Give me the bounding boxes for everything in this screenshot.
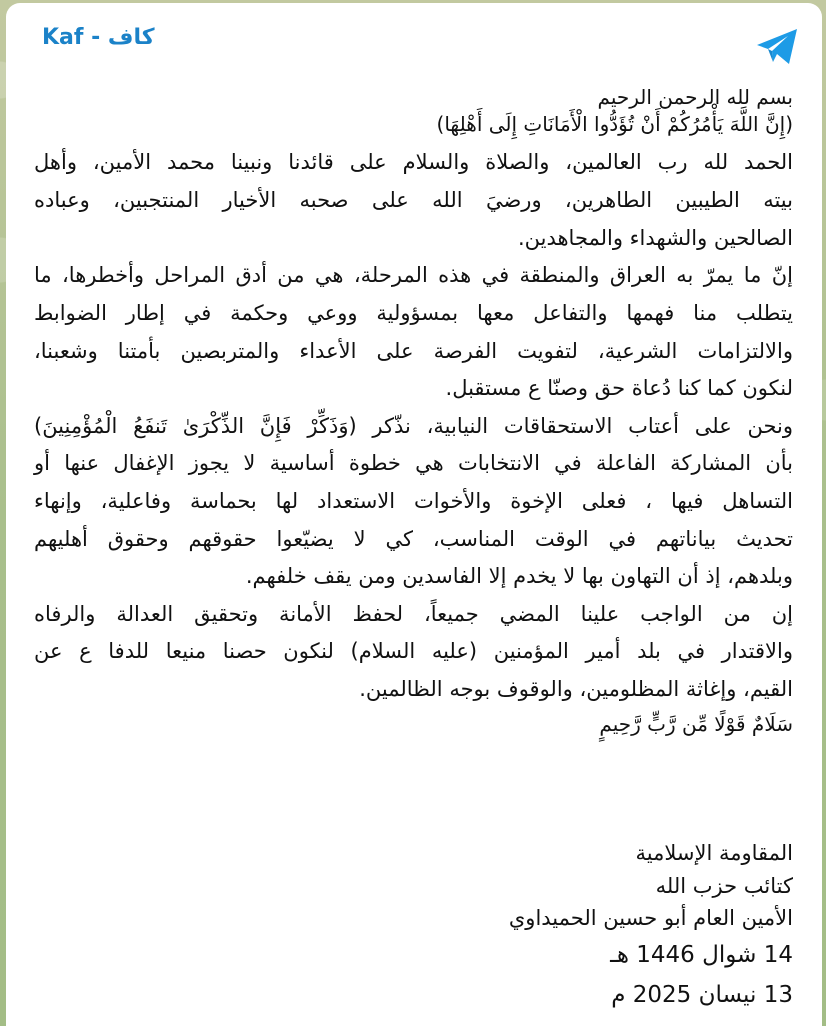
- channel-title[interactable]: Kaf - كاف: [42, 25, 155, 50]
- message-line: بيته الطيبين الطاهرين، ورضيَ الله على صحبه الأخيار المنتجبين، وعباده: [34, 188, 793, 212]
- message-line: التساهل فيها ، فعلى الإخوة والأخوات الاستعداد لها بحماسة وفاعلية، وإنهاء: [34, 489, 793, 513]
- gregorian-date: 13 نيسان 2025 م: [611, 982, 793, 1008]
- message-line: والالتزامات الشرعية، لتفويت الفرصة على الأعداء والمتربصين بأمتنا وشعبنا،: [34, 339, 793, 363]
- signature-group: كتائب حزب الله: [655, 874, 793, 898]
- message-line: وبلدهم، إذ أن التهاون بها لا يخدم إلا الفاسدين ومن يقف خلفهم.: [245, 564, 793, 588]
- message-line: يتطلب منا فهمها والتفاعل معها بمسؤولية ووعي وحكمة في إطار الضوابط: [34, 301, 793, 325]
- message-line: إن من الواجب علينا المضي جميعاً، لحفظ الأمانة وتحقيق العدالة والرفاه: [34, 602, 793, 626]
- signature-name: الأمين العام أبو حسين الحميداوي: [508, 906, 793, 930]
- message-line: الصالحين والشهداء والمجاهدين.: [517, 226, 793, 250]
- message-card: [6, 3, 822, 1026]
- signature-organization: المقاومة الإسلامية: [635, 841, 793, 865]
- message-line: القيم، وإغاثة المظلومين، والوقوف بوجه الظالمين.: [359, 677, 793, 701]
- telegram-icon: [755, 28, 799, 66]
- message-line: ونحن على أعتاب الاستحقاقات النيابية، نذّكر (وَذَكِّرْ فَإِنَّ الذِّكْرَىٰ تَنفَعُ الْمُؤْمِنِينَ): [34, 414, 793, 438]
- message-line: بسم لله الرحمن الرحيم: [597, 85, 793, 109]
- message-line: إنّ ما يمرّ به العراق والمنطقة في هذه المرحلة، هي من أدق المراحل وأخطرها، ما: [34, 263, 793, 287]
- message-line: بأن المشاركة الفاعلة في الانتخابات هي خطوة أساسية لا يجوز الإغفال عنها أو: [34, 451, 793, 475]
- hijri-date: 14 شوال 1446 هـ: [610, 942, 793, 968]
- message-line: تحديث بياناتهم في الوقت المناسب، كي لا يضيّعوا حقوقهم وحقوق أهليهم: [34, 527, 793, 551]
- message-line: والاقتدار في بلد أمير المؤمنين (عليه السلام) لنكون حصنا منيعا للدفا ع عن: [34, 639, 793, 663]
- closing-verse: سَلَامٌ قَوْلًا مِّن رَّبٍّ رَّحِيمٍ: [599, 712, 793, 736]
- message-line: (إِنَّ اللَّهَ يَأْمُرُكُمْ أَنْ تُؤَدُّوا الْأَمَانَاتِ إِلَى أَهْلِهَا): [436, 112, 793, 136]
- message-line: الحمد لله رب العالمين، والصلاة والسلام على قائدنا ونبينا محمد الأمين، وأهل: [34, 150, 793, 174]
- message-line: لنكون كما كنا دُعاة حق وصنّا ع مستقبل.: [445, 376, 793, 400]
